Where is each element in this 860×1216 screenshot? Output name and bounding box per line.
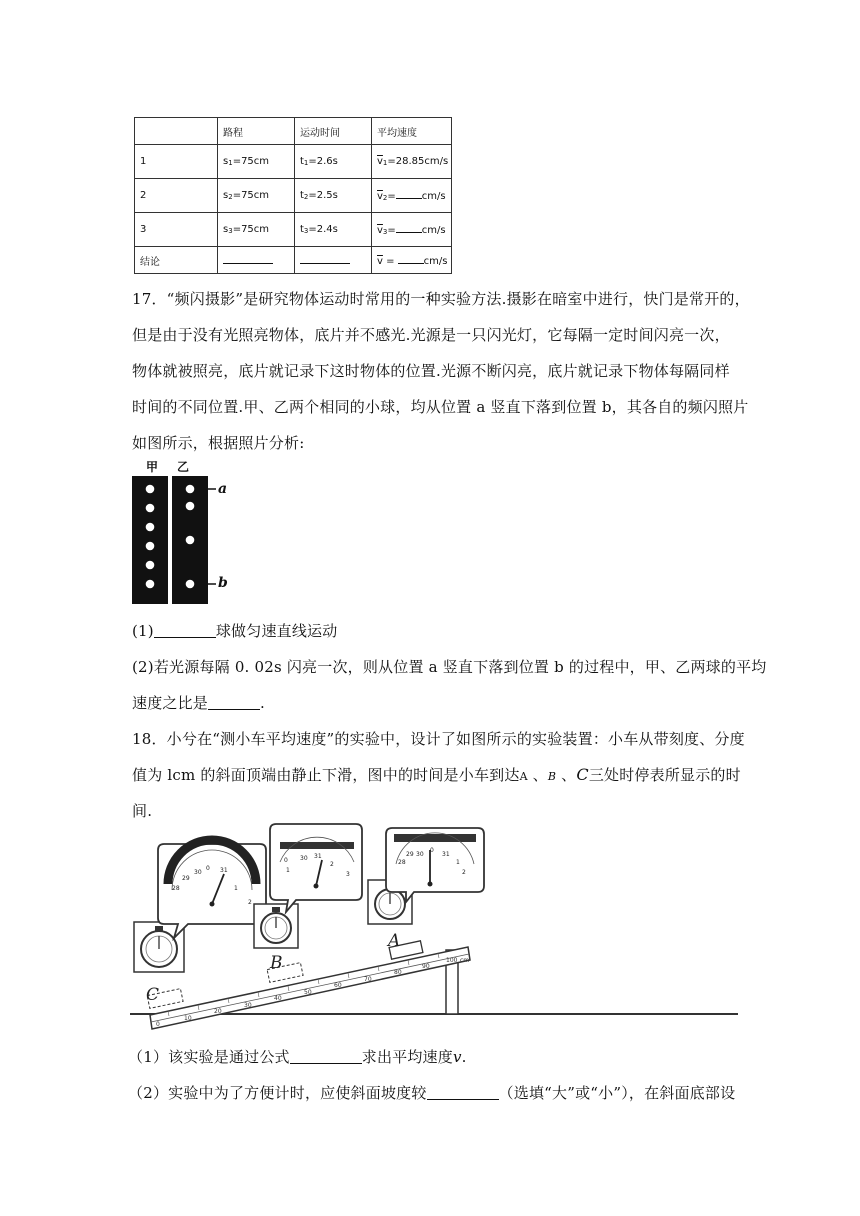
dial-mark: 29 [182,875,190,882]
q17-text-line: 17．“频闪摄影”是研究物体运动时常用的一种实验方法.摄影在暗室中进行，快门是常开的， [132,290,750,308]
answer-blank[interactable] [396,189,422,199]
conclusion-blank-cell [295,247,372,274]
dial-mark: 2 [248,899,252,906]
table-header-cell: 运动时间 [295,118,372,145]
answer-blank[interactable] [398,254,424,264]
table-header-cell [135,118,218,145]
answer-blank[interactable] [290,1049,362,1064]
q18-text-line: 间. [132,802,153,820]
stopwatch-a-callout [386,828,484,902]
dial-mark: 31 [314,853,322,860]
ruler-mark: 0 [156,1021,160,1028]
distance-cell: s1=75cm [218,145,295,179]
conclusion-blank-cell [218,247,295,274]
ball-yi [186,536,195,545]
row-label: 1 [135,145,218,179]
speed-cell: $\overline{v}2= cm/s$ [372,179,452,213]
label-jia: 甲 [146,460,159,474]
dial-mark: 0 [430,847,434,854]
strobe-photo-figure [130,458,240,608]
answer-blank[interactable] [300,254,350,264]
row-label: 2 [135,179,218,213]
dial-mark: 28 [398,859,406,866]
dial-mark: 0 [284,857,288,864]
ball-jia [146,485,155,494]
ball-yi [186,485,195,494]
dial-mark: 30 [300,855,308,862]
ruler-mark: 100 [446,957,458,964]
time-cell: t1=2.6s [295,145,372,179]
distance-cell: s2=75cm [218,179,295,213]
table-row [135,213,452,247]
incline-experiment-figure [128,822,740,1034]
q18-text-line: 值为 lcm 的斜面顶端由静止下滑，图中的时间是小车到达A 、B 、C三处时停表所显示的时 [132,765,741,784]
ball-jia [146,504,155,513]
ruler-mark: 40 [274,995,282,1002]
answer-blank[interactable] [396,223,422,233]
stopwatch-c-callout [158,840,266,938]
dial-mark: 1 [286,867,290,874]
dial-mark: 30 [194,869,202,876]
ball-yi [186,580,195,589]
table-header-cell: 路程 [218,118,295,145]
dial-mark: 1 [234,885,238,892]
ruler-mark: 30 [244,1002,252,1009]
ruler-mark: 70 [364,976,372,983]
speed-table [134,117,452,274]
dial-mark: 1 [456,859,460,866]
answer-blank[interactable] [223,254,273,264]
label-point-c: C [146,985,160,1005]
dial-mark: 31 [442,851,450,858]
time-cell: t2=2.5s [295,179,372,213]
label-yi: 乙 [177,460,190,474]
distance-cell: s3=75cm [218,213,295,247]
label-point-b: B [270,953,283,973]
ruler-mark: 10 [184,1015,192,1022]
q18-sub1: （1）该实验是通过公式 求出平均速度v. [128,1048,467,1066]
dial-mark: 31 [220,867,228,874]
q17-text-line: 但是由于没有光照亮物体，底片并不感光.光源是一只闪光灯，它每隔一定时间闪亮一次， [132,326,730,344]
q17-text-line: 物体就被照亮，底片就记录下这时物体的位置.光源不断闪亮，底片就记录下物体每隔同样 [132,362,730,380]
q17-sub2-line1: (2)若光源每隔 0. 02s 闪亮一次，则从位置 a 竖直下落到位置 b 的过程中，甲、乙两球的平均 [132,658,767,676]
speed-cell: $\overline{v} = cm/s$ [372,247,452,274]
ruler-mark: 60 [334,982,342,989]
ball-jia [146,542,155,551]
row-label: 结论 [135,247,218,274]
ruler-mark: 90 [422,963,430,970]
dial-mark: 29 [406,851,414,858]
label-point-a: A [388,931,401,951]
table-row [135,145,452,179]
dial-mark: 0 [206,865,210,872]
ruler-mark: 50 [304,989,312,996]
q18-sub2: （2）实验中为了方便计时，应使斜面坡度较 （选填“大”或“小”），在斜面底部设 [128,1084,736,1102]
ball-jia [146,561,155,570]
stopwatch-b-callout [270,824,362,912]
ball-jia [146,523,155,532]
table-row [135,179,452,213]
q17-text-line: 如图所示，根据照片分析: [132,434,305,452]
ruler-unit: cm [460,957,470,964]
ruler-mark: 80 [394,969,402,976]
table-header-cell: 平均速度 [372,118,452,145]
ruler-mark: 20 [214,1008,222,1015]
answer-blank[interactable] [427,1085,499,1100]
ball-yi [186,502,195,511]
table-row-conclusion [135,247,452,274]
dial-mark: 3 [346,871,350,878]
q17-text-line: 时间的不同位置.甲、乙两个相同的小球，均从位置 a 竖直下落到位置 b，其各自的频闪照片 [132,398,749,416]
dial-mark: 30 [416,851,424,858]
label-a: a [218,481,228,497]
answer-blank[interactable] [208,695,260,710]
dial-mark: 28 [172,885,180,892]
stopwatch-b [254,904,298,948]
table-header-row [135,118,452,145]
answer-blank[interactable] [154,623,216,638]
q17-sub2-line2: 速度之比是 . [132,694,265,712]
dial-mark: 2 [330,861,334,868]
q17-sub1: (1) 球做匀速直线运动 [132,622,338,640]
speed-cell: $\overline{v}3= cm/s$ [372,213,452,247]
label-b: b [218,575,228,591]
speed-cell: $\overline{v}1=28.85cm/s$ [372,145,452,179]
ball-jia [146,580,155,589]
row-label: 3 [135,213,218,247]
dial-mark: 2 [462,869,466,876]
time-cell: t3=2.4s [295,213,372,247]
q18-text-line: 18．小兮在“测小车平均速度”的实验中，设计了如图所示的实验装置：小车从带刻度、分度 [132,730,745,748]
